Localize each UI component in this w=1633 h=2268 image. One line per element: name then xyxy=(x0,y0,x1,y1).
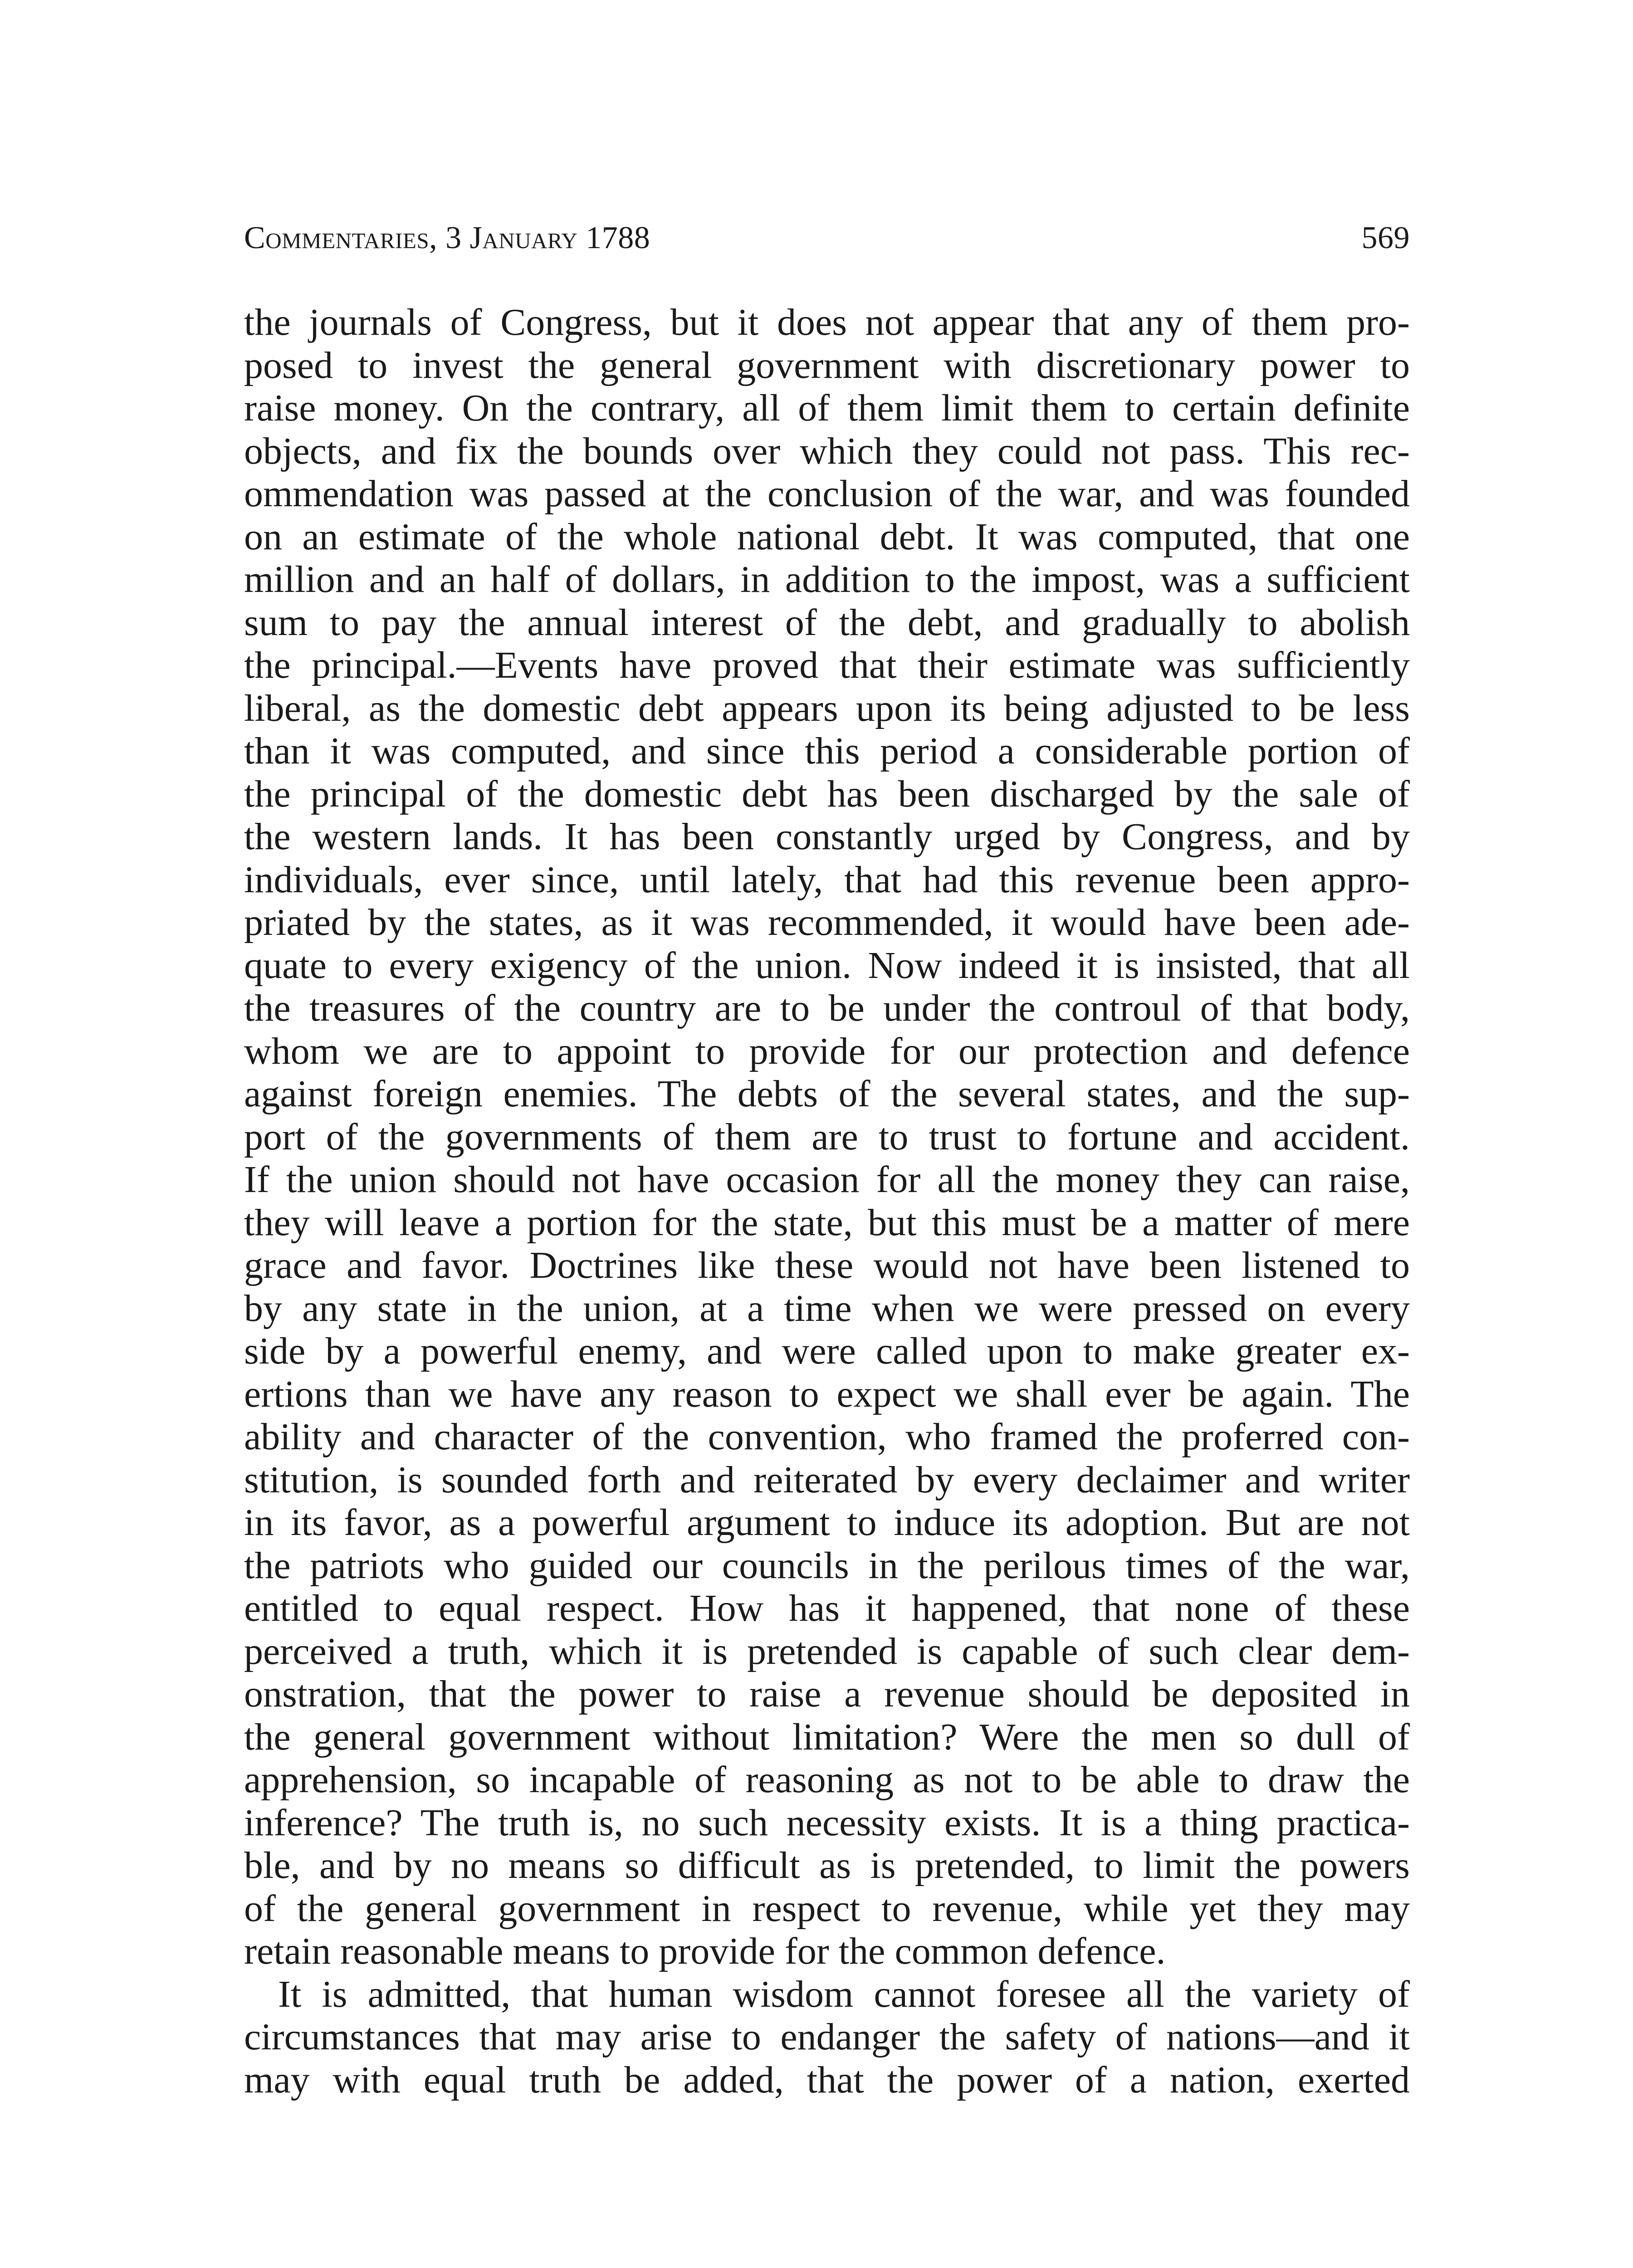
text-line: grace and favor. Doctrines like these would not have been listened to xyxy=(244,1244,1410,1286)
text-line: circumstances that may arise to endanger the safety of nations—and it xyxy=(244,2016,1410,2058)
text-line: posed to invest the general government with discretionary power to xyxy=(244,344,1410,386)
text-line-paragraph-start: It is admitted, that human wisdom cannot foresee all the variety of xyxy=(278,1973,1410,2015)
text-line: ble, and by no means so difficult as is pretended, to limit the powers xyxy=(244,1844,1410,1887)
text-line: apprehension, so incapable of reasoning as not to be able to draw the xyxy=(244,1759,1410,1801)
text-line: may with equal truth be added, that the power of a nation, exerted xyxy=(244,2058,1410,2101)
text-line: quate to every exigency of the union. Now indeed it is insisted, that all xyxy=(244,944,1410,987)
text-line: ability and character of the convention, who framed the proferred con- xyxy=(244,1416,1410,1458)
running-title: Commentaries, 3 January 1788 xyxy=(244,220,650,255)
text-line: whom we are to appoint to provide for our protection and defence xyxy=(244,1030,1410,1072)
text-line: the western lands. It has been constantly urged by Congress, and by xyxy=(244,816,1410,858)
text-line: ommendation was passed at the conclusion of the war, and was founded xyxy=(244,473,1410,515)
body-text xyxy=(244,301,1410,2102)
text-line-paragraph-end: retain reasonable means to provide for the common defence. xyxy=(244,1930,1166,1972)
text-line: the general government without limitation? Were the men so dull of xyxy=(244,1716,1410,1758)
text-line: liberal, as the domestic debt appears upon its being adjusted to be less xyxy=(244,687,1410,729)
text-line: objects, and fix the bounds over which they could not pass. This rec- xyxy=(244,430,1410,472)
page-number: 569 xyxy=(1361,220,1410,255)
text-line: sum to pay the annual interest of the debt, and gradually to abolish xyxy=(244,601,1410,644)
text-line: they will leave a portion for the state, but this must be a matter of mere xyxy=(244,1201,1410,1244)
text-line: against foreign enemies. The debts of the several states, and the sup- xyxy=(244,1073,1410,1115)
text-line: individuals, ever since, until lately, that had this revenue been appro- xyxy=(244,858,1410,901)
text-line: of the general government in respect to revenue, while yet they may xyxy=(244,1887,1410,1930)
text-line: the principal of the domestic debt has been discharged by the sale of xyxy=(244,772,1410,815)
text-line: inference? The truth is, no such necessity exists. It is a thing practica- xyxy=(244,1801,1410,1844)
text-line: If the union should not have occasion for all the money they can raise, xyxy=(244,1158,1410,1201)
text-line: onstration, that the power to raise a revenue should be deposited in xyxy=(244,1673,1410,1715)
text-line: the patriots who guided our councils in the perilous times of the war, xyxy=(244,1544,1410,1587)
text-line: port of the governments of them are to trust to fortune and accident. xyxy=(244,1115,1410,1158)
text-line: by any state in the union, at a time when we were pressed on every xyxy=(244,1287,1410,1330)
text-line: priated by the states, as it was recommended, it would have been ade- xyxy=(244,901,1410,943)
text-line: ertions than we have any reason to expect we shall ever be again. The xyxy=(244,1373,1410,1415)
text-line: the treasures of the country are to be under the controul of that body, xyxy=(244,987,1410,1029)
running-head xyxy=(244,213,1410,263)
text-line: entitled to equal respect. How has it happened, that none of these xyxy=(244,1587,1410,1629)
text-line: stitution, is sounded forth and reiterated by every declaimer and writer xyxy=(244,1458,1410,1501)
text-line: in its favor, as a powerful argument to induce its adoption. But are not xyxy=(244,1501,1410,1544)
text-line: raise money. On the contrary, all of them limit them to certain definite xyxy=(244,387,1410,429)
text-line: the journals of Congress, but it does not appear that any of them pro- xyxy=(244,301,1410,343)
text-line: million and an half of dollars, in addition to the impost, was a sufficient xyxy=(244,558,1410,601)
text-line: side by a powerful enemy, and were called upon to make greater ex- xyxy=(244,1330,1410,1372)
text-line: perceived a truth, which it is pretended is capable of such clear dem- xyxy=(244,1630,1410,1672)
text-line: the principal.—Events have proved that their estimate was sufficiently xyxy=(244,644,1410,686)
text-line: than it was computed, and since this period a considerable portion of xyxy=(244,730,1410,772)
text-line: on an estimate of the whole national debt. It was computed, that one xyxy=(244,515,1410,558)
